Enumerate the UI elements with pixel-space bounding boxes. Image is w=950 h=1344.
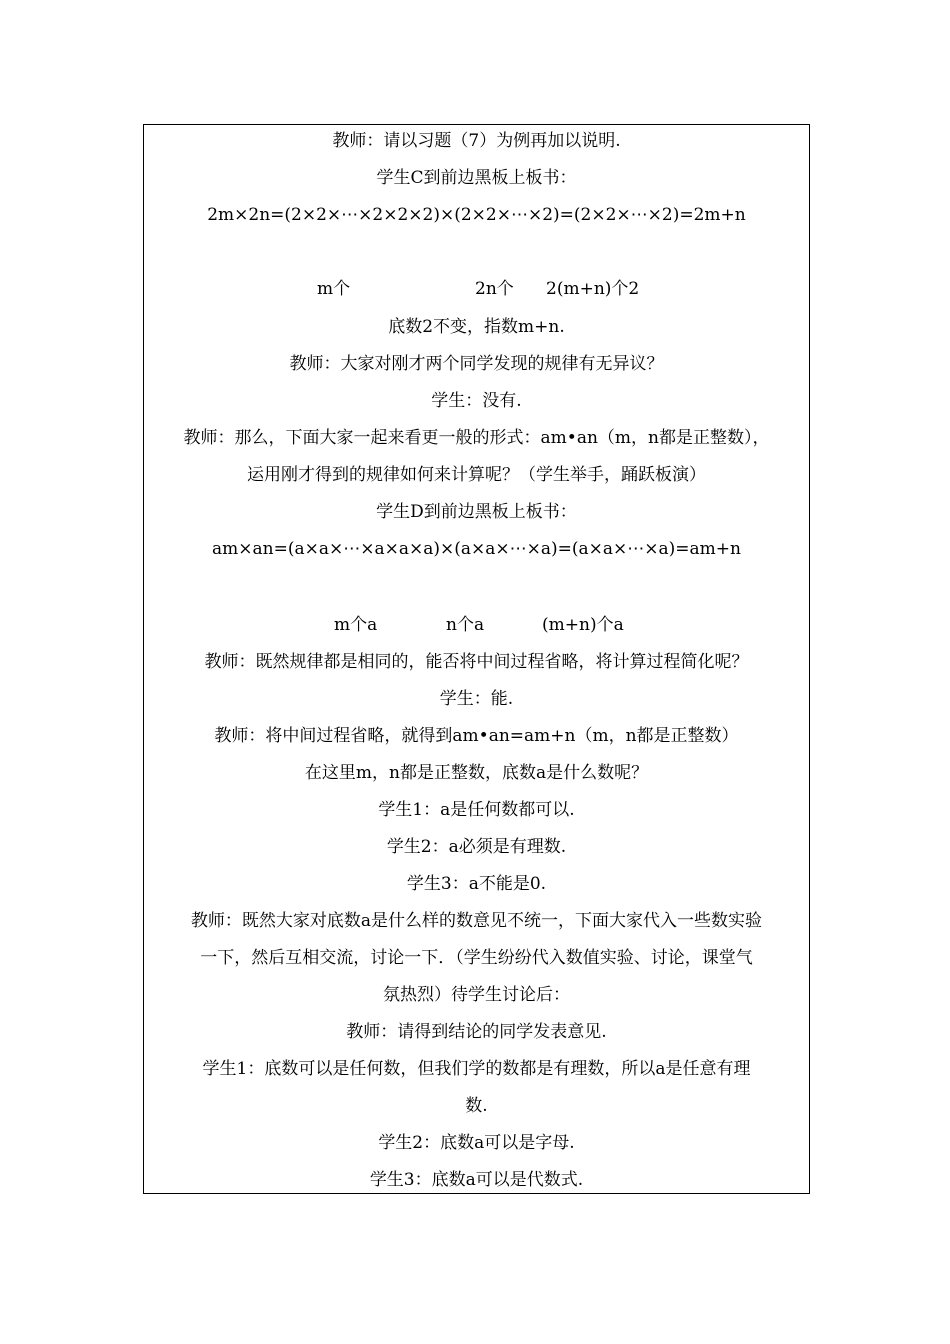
text-line: 运用刚才得到的规律如何来计算呢？（学生举手，踊跃板演） xyxy=(247,465,706,485)
text-line: 学生2：底数a可以是字母. xyxy=(378,1133,575,1153)
lesson-transcript-box xyxy=(143,124,810,1194)
equation-line: 2m×2n=(2×2×⋯×2×2×2)×(2×2×⋯×2)=(2×2×⋯×2)=2m+n xyxy=(207,205,746,225)
brace-label: m个 xyxy=(317,279,351,299)
text-line: 学生2：a必须是有理数. xyxy=(386,837,567,857)
text-line: 教师：那么，下面大家一起来看更一般的形式：am•an（m，n都是正整数）， xyxy=(183,428,770,448)
text-line: 学生1：a是任何数都可以. xyxy=(378,800,575,820)
text-line: 教师：既然大家对底数a是什么样的数意见不统一，下面大家代入一些数实验 xyxy=(190,911,763,931)
brace-label: 2(m+n)个2 xyxy=(546,279,640,299)
text-line: 学生3：底数a可以是代数式. xyxy=(369,1170,584,1190)
brace-label: 2n个 xyxy=(475,279,514,299)
text-line: 教师：大家对刚才两个同学发现的规律有无异议？ xyxy=(289,354,664,374)
text-line: 在这里m，n都是正整数，底数a是什么数呢？ xyxy=(304,763,649,783)
text-line: 教师：请以习题（7）为例再加以说明. xyxy=(332,131,621,151)
text-line: 氛热烈）待学生讨论后： xyxy=(383,985,570,1005)
text-line: 一下，然后互相交流，讨论一下．（学生纷纷代入数值实验、讨论，课堂气 xyxy=(200,948,753,968)
text-line: 学生1：底数可以是任何数，但我们学的数都是有理数，所以a是任意有理 xyxy=(202,1059,751,1079)
text-line: 底数2不变，指数m+n. xyxy=(388,317,565,337)
text-line: 学生：能. xyxy=(439,689,514,709)
text-line: 学生D到前边黑板上板书： xyxy=(376,502,577,522)
text-line: 数. xyxy=(465,1096,488,1116)
brace-label: n个a xyxy=(446,615,485,635)
text-line: 教师：既然规律都是相同的，能否将中间过程省略，将计算过程简化呢？ xyxy=(204,652,749,672)
brace-label: (m+n)个a xyxy=(542,615,624,635)
text-line: 教师：将中间过程省略，就得到am•an=am+n（m，n都是正整数） xyxy=(214,726,739,746)
text-line: 学生：没有. xyxy=(431,391,522,411)
equation-line: am×an=(a×a×⋯×a×a×a)×(a×a×⋯×a)=(a×a×⋯×a)=am+n xyxy=(212,539,741,559)
brace-label: m个a xyxy=(334,615,378,635)
text-line: 教师：请得到结论的同学发表意见. xyxy=(346,1022,607,1042)
text-line: 学生3：a不能是0. xyxy=(406,874,547,894)
text-line: 学生C到前边黑板上板书： xyxy=(376,168,577,188)
